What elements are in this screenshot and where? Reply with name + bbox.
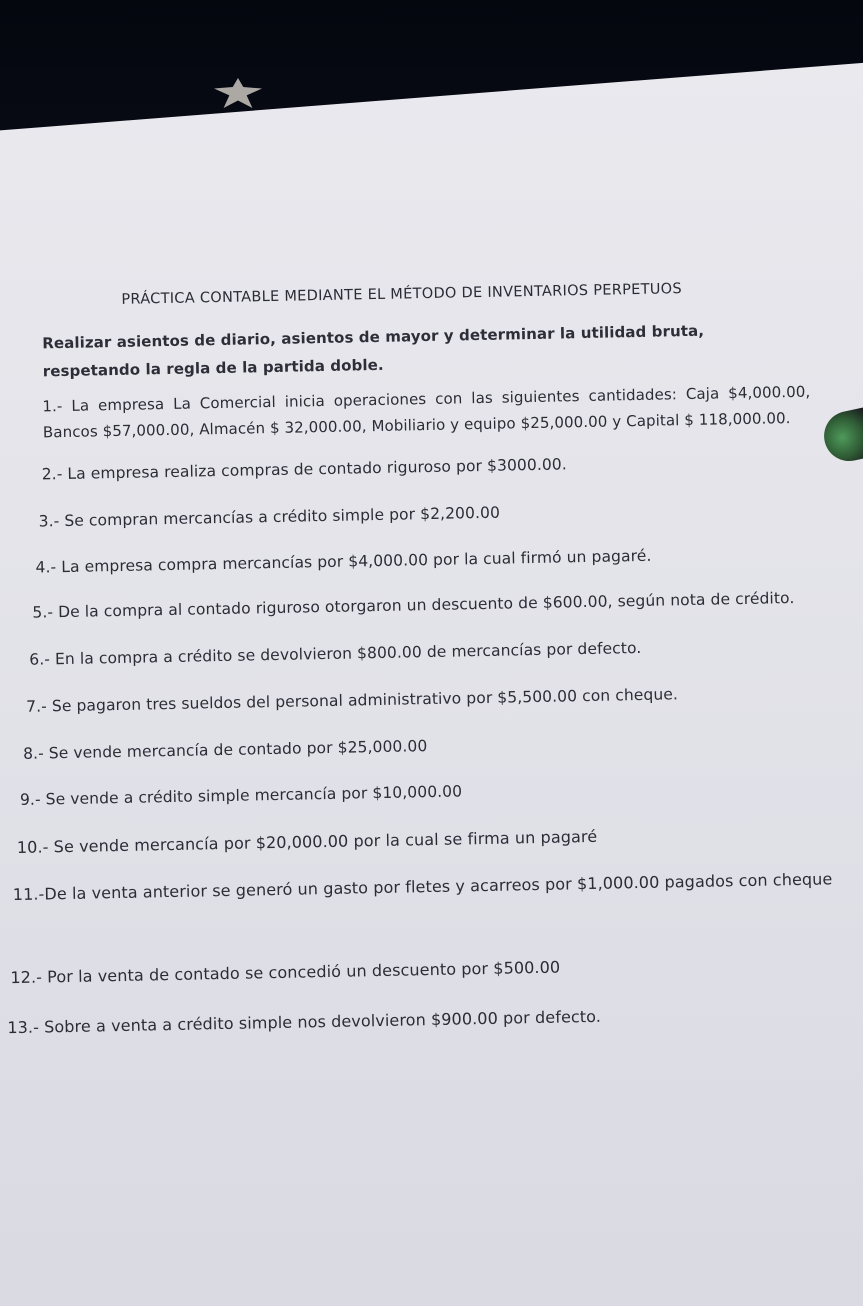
document-title: PRÁCTICA CONTABLE MEDIANTE EL MÉTODO DE INVENTARIOS PERPETUOS [121,281,683,308]
list-item-10: 10.- Se vende mercancía por $20,000.00 por la cual se firma un pagaré [16,826,598,857]
list-item-12: 12.- Por la venta de contado se concedió un descuento por $500.00 [10,957,561,988]
list-item-1: 1.- La empresa La Comercial inicia operaciones con las siguientes cantidades: Caja $4,000.00, Bancos $57,000.00, Almacén $ 32,000.00, Mobiliario y equipo $25,000.00 y Capital $ 118,000.00. [42,382,811,442]
list-item-13: 13.- Sobre a venta a crédito simple nos devolvieron $900.00 por defecto. [7,1006,602,1038]
list-item-7: 7.- Se pagaron tres sueldos del personal administrativo por $5,500.00 con cheque. [26,685,679,716]
list-item-8: 8.- Se vende mercancía de contado por $25,000.00 [22,737,428,763]
list-item-11: 11.-De la venta anterior se generó un gasto por fletes y acarreos por $1,000.00 pagados con cheque [12,869,833,905]
list-item-3: 3.- Se compran mercancías a crédito simple por $2,200.00 [38,503,501,531]
list-item-2: 2.- La empresa realiza compras de contado riguroso por $3000.00. [41,455,568,484]
list-item-4: 4.- La empresa compra mercancías por $4,000.00 por la cual firmó un pagaré. [35,546,652,577]
instruction-paragraph: Realizar asientos de diario, asientos de mayor y determinar la utilidad bruta, respetando la regla de la partida doble. [42,321,705,381]
list-item-9: 9.- Se vende a crédito simple mercancía por $10,000.00 [19,782,463,809]
list-item-5: 5.- De la compra al contado riguroso otorgaron un descuento de $600.00, según nota de crédito. [32,588,795,622]
list-item-6: 6.- En la compra a crédito se devolvieron $800.00 de mercancías por defecto. [29,638,642,669]
